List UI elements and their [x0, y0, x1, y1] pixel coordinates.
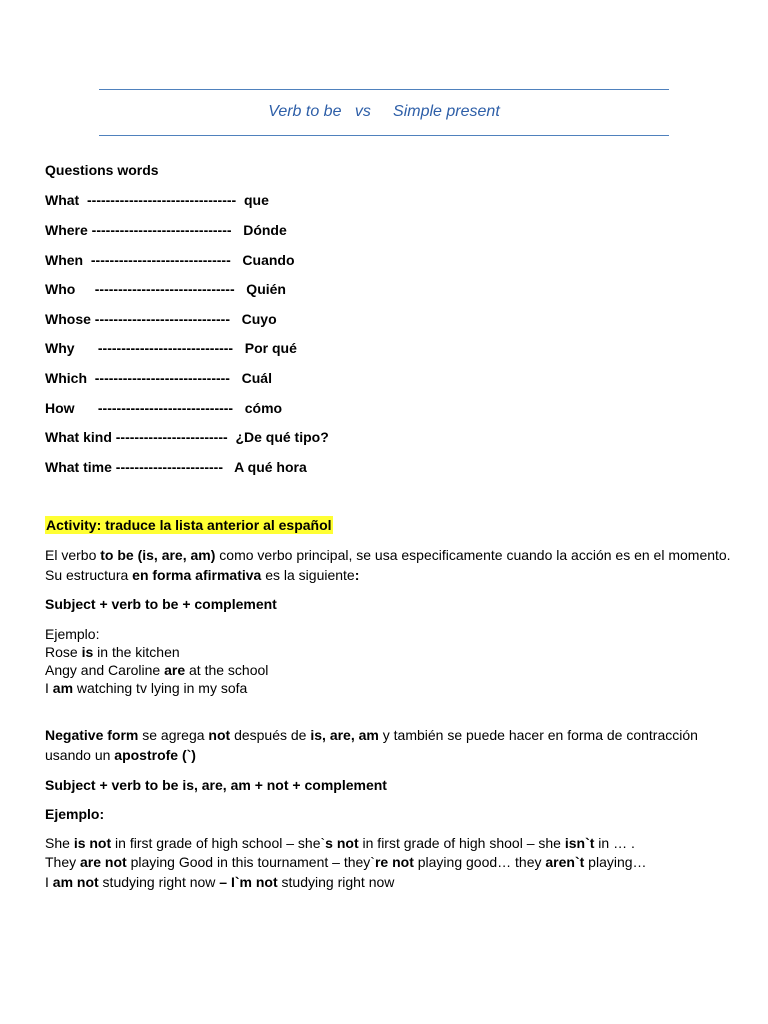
negative-text-3: y también se puede hacer en forma de contracción usando un [45, 727, 698, 763]
ex1-l1-text-a: Rose [45, 644, 82, 660]
ex2-l3-bold-a: am not [52, 874, 99, 890]
document-title [0, 103, 768, 121]
intro-paragraph [45, 545, 735, 585]
ex2-l3-text-c: studying right now [277, 874, 395, 890]
ex2-l2-bold-c: aren`t [545, 854, 585, 870]
negative-text-1: se agrega [138, 727, 209, 743]
negative-structure: Subject + verb to be is, are, am + not + complement [45, 777, 387, 793]
ex1-l3-bold: am [52, 680, 74, 696]
question-row-when: When ------------------------------ Cuando [45, 252, 295, 268]
question-row-what-time: What time ----------------------- A qué hora [45, 459, 307, 475]
question-row-whose: Whose ----------------------------- Cuyo [45, 311, 277, 327]
example-2-line-2 [45, 853, 647, 871]
intro-bold-colon: : [354, 567, 360, 583]
ex2-l2-text-b: playing Good in this tournament – they` [126, 854, 375, 870]
ex2-l2-bold-a: are not [80, 854, 127, 870]
activity-instruction: Activity: traduce la lista anterior al español [46, 517, 332, 533]
ex2-l2-text-d: playing… [584, 854, 647, 870]
negative-bold-not: not [208, 727, 231, 743]
title-part-vs: vs [354, 103, 371, 120]
intro-bold-to-be: to be (is, are, am) [100, 547, 216, 563]
ex2-l1-text-a: She [45, 835, 74, 851]
example-2-label: Ejemplo: [45, 806, 105, 822]
intro-text-3: es la siguiente [261, 567, 355, 583]
negative-bold-form: Negative form [45, 727, 139, 743]
title-part-simple-present: Simple present [393, 103, 500, 120]
title-part-verb-to-be: Verb to be [268, 103, 342, 120]
negative-text-2: después de [230, 727, 311, 743]
ex2-l3-text-a: I [45, 874, 53, 890]
ex1-l1-text-b: in the kitchen [93, 644, 180, 660]
question-row-how: How ----------------------------- cómo [45, 400, 283, 416]
ex2-l3-bold-b: – I`m not [219, 874, 278, 890]
ex2-l1-text-d: in … . [594, 835, 635, 851]
question-row-what-kind: What kind ------------------------ ¿De qué tipo? [45, 429, 329, 445]
intro-bold-afirmativa: en forma afirmativa [132, 567, 262, 583]
ex2-l3-text-b: studying right now [98, 874, 220, 890]
ex2-l2-bold-b: re not [374, 854, 414, 870]
question-row-which: Which ----------------------------- Cuál [45, 370, 272, 386]
ex1-l2-bold: are [164, 662, 186, 678]
affirmative-structure: Subject + verb to be + complement [45, 596, 277, 612]
example-2-line-3 [45, 873, 394, 891]
intro-text-2: como verbo principal, se usa especificamente cuando la acción es en el momento. Su estructura [45, 547, 731, 583]
question-row-who: Who ------------------------------ Quién [45, 281, 286, 297]
question-row-where: Where ------------------------------ Dónde [45, 222, 287, 238]
ex1-l1-bold: is [81, 644, 94, 660]
example-1-line-3 [45, 679, 247, 697]
example-2-line-1 [45, 834, 635, 852]
ex2-l1-bold-b: s not [325, 835, 359, 851]
example-1-line-1 [45, 643, 180, 661]
ex1-l3-text-a: I [45, 680, 53, 696]
ex2-l1-text-c: in first grade of high shool – she [358, 835, 565, 851]
negative-paragraph [45, 725, 735, 765]
questions-heading: Questions words [45, 162, 159, 178]
bottom-rule [99, 135, 669, 136]
ex1-l2-text-a: Angy and Caroline [45, 662, 165, 678]
ex2-l1-text-b: in first grade of high school – she` [111, 835, 326, 851]
question-row-why: Why ----------------------------- Por qué [45, 340, 297, 356]
ex2-l1-bold-a: is not [73, 835, 112, 851]
example-1-line-2 [45, 661, 268, 679]
ex2-l2-text-a: They [45, 854, 81, 870]
ex2-l2-text-c: playing good… they [413, 854, 546, 870]
ex1-l3-text-b: watching tv lying in my sofa [73, 680, 248, 696]
question-row-what: What -------------------------------- que [45, 192, 269, 208]
example-1-label: Ejemplo: [45, 626, 100, 642]
negative-bold-is-are-am: is, are, am [310, 727, 379, 743]
ex1-l2-text-b: at the school [185, 662, 269, 678]
intro-text-1: El verbo [45, 547, 101, 563]
top-rule [99, 89, 669, 90]
negative-bold-apostrofe: apostrofe (`) [114, 747, 196, 763]
ex2-l1-bold-c: isn`t [564, 835, 595, 851]
